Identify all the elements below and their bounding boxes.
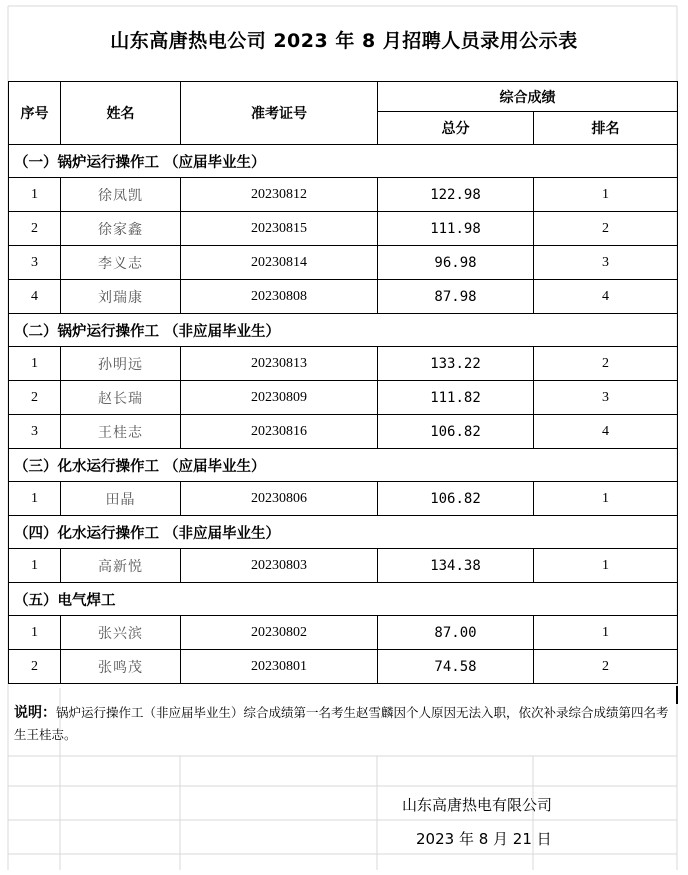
cell-exam-no: 20230815 [181, 212, 378, 246]
table-row [9, 280, 678, 314]
section-header [9, 449, 678, 482]
cell-exam-no: 20230801 [181, 650, 378, 684]
section-title: （一）锅炉运行操作工 （应届毕业生） [9, 145, 678, 178]
cell-seq: 2 [9, 650, 61, 684]
section-header [9, 516, 678, 549]
cell-seq: 2 [9, 381, 61, 415]
cell-name: 张兴滨 [61, 616, 181, 650]
cell-name: 孙明远 [61, 347, 181, 381]
cell-name: 田晶 [61, 482, 181, 516]
cell-total: 87.98 [378, 280, 534, 314]
cell-exam-no: 20230814 [181, 246, 378, 280]
cell-name: 赵长瑞 [61, 381, 181, 415]
cell-seq: 2 [9, 212, 61, 246]
header-total: 总分 [378, 112, 534, 145]
announcement-date: 2023 年 8 月 21 日 [416, 830, 552, 848]
cell-rank: 2 [534, 212, 678, 246]
cell-total: 122.98 [378, 178, 534, 212]
table-row [9, 650, 678, 684]
table-row [9, 178, 678, 212]
cell-name: 徐家鑫 [61, 212, 181, 246]
table-row [9, 381, 678, 415]
section-title: （二）锅炉运行操作工 （非应届毕业生） [9, 314, 678, 347]
cell-seq: 1 [9, 178, 61, 212]
cell-total: 134.38 [378, 549, 534, 583]
table-row [9, 616, 678, 650]
cell-exam-no: 20230816 [181, 415, 378, 449]
note [14, 702, 676, 745]
cell-name: 李义志 [61, 246, 181, 280]
cell-total: 96.98 [378, 246, 534, 280]
recruitment-table [8, 81, 678, 684]
section-title: （三）化水运行操作工 （应届毕业生） [9, 449, 678, 482]
cell-seq: 1 [9, 482, 61, 516]
table-row [9, 482, 678, 516]
cell-exam-no: 20230812 [181, 178, 378, 212]
cell-name: 高新悦 [61, 549, 181, 583]
cell-rank: 2 [534, 347, 678, 381]
cell-rank: 4 [534, 415, 678, 449]
cell-exam-no: 20230803 [181, 549, 378, 583]
cell-exam-no: 20230806 [181, 482, 378, 516]
section-header [9, 314, 678, 347]
note-text: 锅炉运行操作工（非应届毕业生）综合成绩第一名考生赵雪麟因个人原因无法入职，依次补录综合成绩第四名考生王桂志。 [14, 705, 669, 742]
cell-name: 张鸣茂 [61, 650, 181, 684]
page-title: 山东高唐热电公司 2023 年 8 月招聘人员录用公示表 [110, 30, 578, 52]
section-title: （五）电气焊工 [9, 583, 678, 616]
cell-name: 刘瑞康 [61, 280, 181, 314]
cell-total: 111.98 [378, 212, 534, 246]
table-row [9, 212, 678, 246]
note-label: 说明： [14, 705, 56, 721]
company-name: 山东高唐热电有限公司 [402, 796, 553, 814]
cell-name: 徐凤凯 [61, 178, 181, 212]
cell-seq: 1 [9, 347, 61, 381]
cell-seq: 3 [9, 246, 61, 280]
section-title: （四）化水运行操作工 （非应届毕业生） [9, 516, 678, 549]
cell-seq: 1 [9, 616, 61, 650]
cell-total: 106.82 [378, 415, 534, 449]
table-row [9, 246, 678, 280]
section-header [9, 583, 678, 616]
cell-rank: 3 [534, 381, 678, 415]
cell-exam-no: 20230808 [181, 280, 378, 314]
header-rank: 排名 [534, 112, 678, 145]
cell-rank: 3 [534, 246, 678, 280]
cell-total: 87.00 [378, 616, 534, 650]
cell-rank: 1 [534, 178, 678, 212]
cell-total: 106.82 [378, 482, 534, 516]
header-seq: 序号 [9, 82, 61, 145]
header-exam-no: 准考证号 [181, 82, 378, 145]
cell-exam-no: 20230813 [181, 347, 378, 381]
cell-total: 74.58 [378, 650, 534, 684]
cell-edge-mark [676, 686, 678, 704]
cell-rank: 1 [534, 616, 678, 650]
cell-rank: 1 [534, 549, 678, 583]
header-overall-score: 综合成绩 [378, 82, 678, 112]
cell-seq: 1 [9, 549, 61, 583]
cell-exam-no: 20230802 [181, 616, 378, 650]
table-row [9, 415, 678, 449]
section-header [9, 145, 678, 178]
cell-total: 111.82 [378, 381, 534, 415]
cell-exam-no: 20230809 [181, 381, 378, 415]
table-body [9, 145, 678, 684]
table-row [9, 347, 678, 381]
cell-seq: 4 [9, 280, 61, 314]
cell-rank: 2 [534, 650, 678, 684]
cell-rank: 1 [534, 482, 678, 516]
table-row [9, 549, 678, 583]
cell-seq: 3 [9, 415, 61, 449]
cell-rank: 4 [534, 280, 678, 314]
cell-name: 王桂志 [61, 415, 181, 449]
header-name: 姓名 [61, 82, 181, 145]
cell-total: 133.22 [378, 347, 534, 381]
